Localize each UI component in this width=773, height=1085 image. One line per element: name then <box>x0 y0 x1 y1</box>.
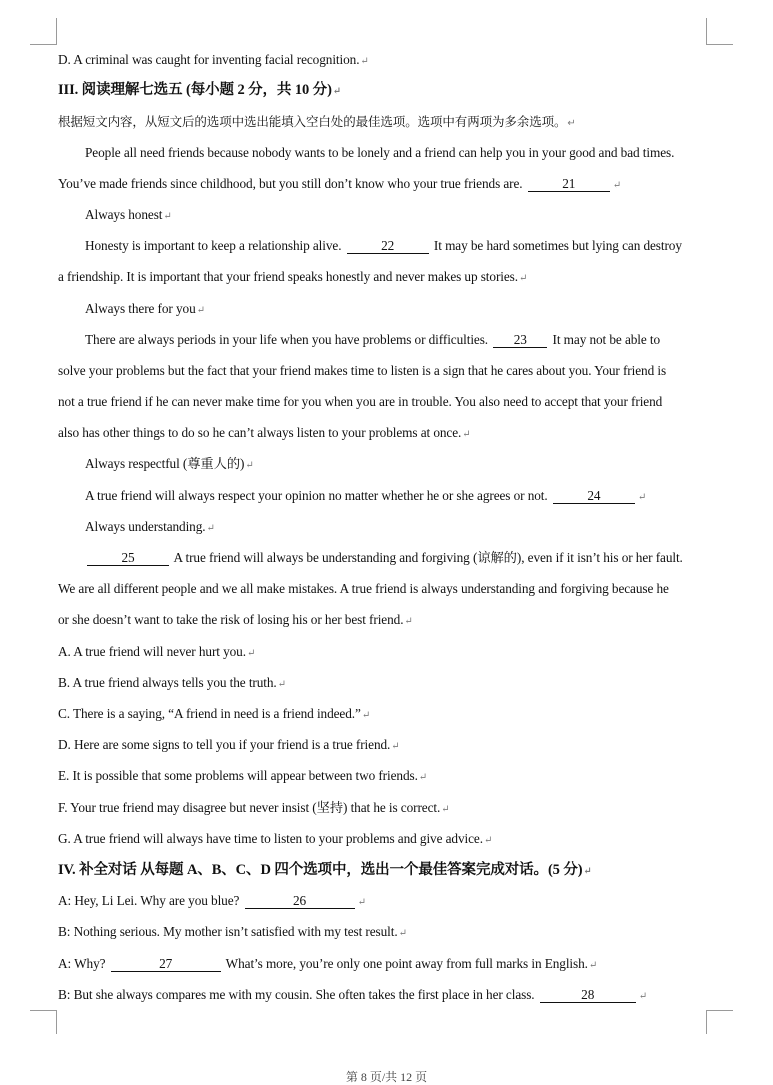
instructions: 根据短文内容，从短文后的选项中选出能填入空白处的最佳选项。选项中有两项为多余选项。↵ <box>58 114 576 129</box>
crop-mark <box>706 1010 733 1011</box>
blank-21: 21 <box>528 177 610 192</box>
paragraph-line: also has other things to do so he can’t always listen to your problems at once.↵ <box>58 425 471 440</box>
blank-22: 22 <box>347 239 429 254</box>
paragraph-line: solve your problems but the fact that your friend makes time to listen is a sign that he cares about you. Your friend is <box>58 363 667 378</box>
paragraph-line: not a true friend if he can never make time for you when you are in trouble. You also need to accept that your friend <box>58 394 663 409</box>
option-F: F. Your true friend may disagree but never insist (坚持) that he is correct.↵ <box>58 800 450 815</box>
blank-26: 26 <box>245 894 355 909</box>
page-footer: 第 8 页/共 12 页 <box>345 1070 428 1084</box>
subheading: Always understanding.↵ <box>85 519 215 534</box>
paragraph-line: You’ve made friends since childhood, but you still don’t know who your true friends are. 21 ↵ <box>58 176 622 191</box>
option-D: D. Here are some signs to tell you if your friend is a true friend.↵ <box>58 737 400 752</box>
crop-mark <box>30 44 57 45</box>
blank-27: 27 <box>111 957 221 972</box>
dialogue-line: B: But she always compares me with my cousin. She often takes the first place in her class. 28 ↵ <box>58 987 648 1002</box>
crop-mark <box>706 18 707 45</box>
paragraph-line: Honesty is important to keep a relationship alive. 22 It may be hard sometimes but lying can destroy <box>85 238 682 253</box>
paragraph-line: We are all different people and we all make mistakes. A true friend is always understanding and forgiving because he <box>58 581 669 596</box>
paragraph-line: There are always periods in your life when you have problems or difficulties. 23 It may not be able to <box>85 332 661 347</box>
crop-mark <box>706 1010 707 1034</box>
option-G: G. A true friend will always have time to listen to your problems and give advice.↵ <box>58 831 493 846</box>
paragraph-line: A true friend will always respect your opinion no matter whether he or she agrees or not. 24 ↵ <box>85 488 647 503</box>
dialogue-line: A: Why? 27 What’s more, you’re only one point away from full marks in English.↵ <box>58 956 598 971</box>
paragraph-line: or she doesn’t want to take the risk of losing his or her best friend.↵ <box>58 612 413 627</box>
crop-mark <box>56 18 57 45</box>
option-E: E. It is possible that some problems will appear between two friends.↵ <box>58 768 428 783</box>
paragraph-line: a friendship. It is important that your friend speaks honestly and never makes up stories.↵ <box>58 269 528 284</box>
subheading: Always respectful (尊重人的)↵ <box>85 456 254 471</box>
section-heading: IV. 补全对话 从每题 A、B、C、D 四个选项中，选出一个最佳答案完成对话。(5 分)↵ <box>58 862 592 878</box>
crop-mark <box>56 1010 57 1034</box>
blank-24: 24 <box>553 489 635 504</box>
option-C: C. There is a saying, “A friend in need is a friend indeed.”↵ <box>58 706 371 721</box>
dialogue-line: A: Hey, Li Lei. Why are you blue? 26 ↵ <box>58 893 366 908</box>
paragraph-line: 25 A true friend will always be understanding and forgiving (谅解的), even if it isn’t his or her fault. <box>85 549 707 567</box>
blank-28: 28 <box>540 988 636 1003</box>
dialogue-line: B: Nothing serious. My mother isn’t satisfied with my test result.↵ <box>58 924 407 939</box>
crop-mark <box>30 1010 57 1011</box>
paragraph-line: People all need friends because nobody wants to be lonely and a friend can help you in your good and bad times. <box>85 145 675 160</box>
option-B: B. A true friend always tells you the truth.↵ <box>58 675 286 690</box>
blank-25: 25 <box>87 551 169 566</box>
option-line: D. A criminal was caught for inventing facial recognition.↵ <box>58 52 369 67</box>
crop-mark <box>706 44 733 45</box>
blank-23: 23 <box>493 333 547 348</box>
subheading: Always honest↵ <box>85 207 172 222</box>
section-heading: III. 阅读理解七选五 (每小题 2 分，共 10 分)↵ <box>58 82 342 98</box>
option-A: A. A true friend will never hurt you.↵ <box>58 644 256 659</box>
subheading: Always there for you↵ <box>85 301 205 316</box>
